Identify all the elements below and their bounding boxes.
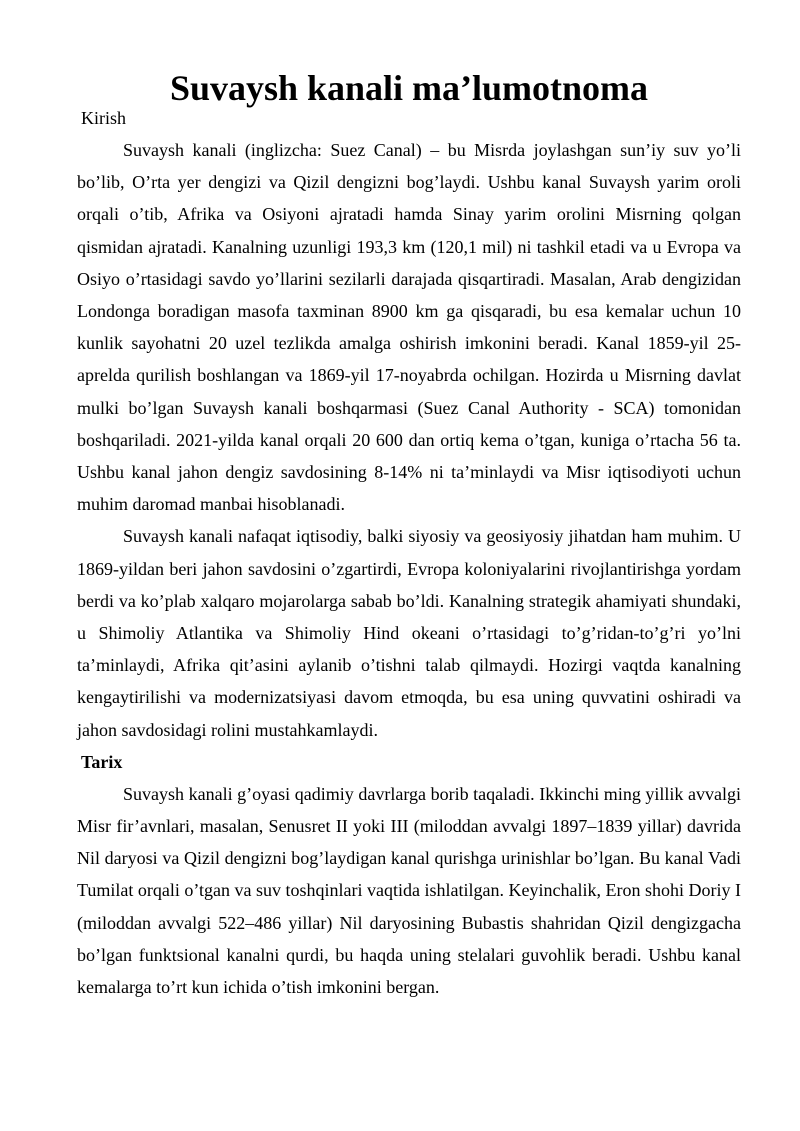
paragraph: Suvaysh kanali nafaqat iqtisodiy, balki siyosiy va geosiyosiy jihatdan ham muhim. U 1869-yildan beri jahon savdosini o’zgartirdi, Evropa koloniyalarini rivojlantirishga yordam berdi va ko’plab xalqaro mojarolarga sabab bo’ldi. Kanalning strategik ahamiyati shundaki, u Shimoliy Atlantika va Shimoliy Hind okeani o’rtasidagi to’g’ridan-to’g’ri yo’lni ta’minlaydi, Afrika qit’asini aylanib o’tishni talab qilmaydi. Hozirgi vaqtda kanalning kengaytirilishi va modernizatsiyasi davom etmoqda, bu esa uning quvvatini oshiradi va jahon savdosidagi rolini mustahkamlaydi. <box>77 526 741 740</box>
paragraph: Suvaysh kanali g’oyasi qadimiy davrlarga borib taqaladi. Ikkinchi ming yillik avvalgi Misr fir’avnlari, masalan, Senusret II yoki III (miloddan avvalgi 1897–1839 yillar) davrida Nil daryosi va Qizil dengizni bog’laydigan kanal qurishga urinishlar bo’lgan. Bu kanal Vadi Tumilat orqali o’tgan va suv toshqinlari vaqtida ishlatilgan. Keyinchalik, Eron shohi Doriy I (miloddan avvalgi 522–486 yillar) Nil daryosining Bubastis shahridan Qizil dengizgacha bo’lgan funktsional kanalni qurdi, bu haqda uning stelalari guvohlik beradi. Ushbu kanal kemalarga to’rt kun ichida o’tish imkonini bergan. <box>77 783 741 998</box>
document-body <box>77 68 741 1003</box>
section-heading-tarix: Tarix <box>81 751 123 772</box>
section-heading-kirish: Kirish <box>81 108 126 128</box>
paragraph: Suvaysh kanali (inglizcha: Suez Canal) – bu Misrda joylashgan sun’iy suv yo’li bo’lib, O’rta yer dengizi va Qizil dengizni bog’laydi. Ushbu kanal Suvaysh yarim oroli orqali o’tib, Afrika va Osiyoni ajratadi hamda Sinay yarim orolini Misrning qolgan qismidan ajratadi. Kanalning uzunligi 193,3 km (120,1 mil) ni tashkil etadi va u Evropa va Osiyo o’rtasidagi savdo yo’llarini sezilarli darajada qisqartiradi. Masalan, Arab dengizidan Londonga boradigan masofa taxminan 8900 km ga qisqaradi, bu esa kemalar uchun 10 kunlik sayohatni 20 uzel tezlikda amalga oshirish imkonini beradi. Kanal 1859-yil 25-aprelda qurilish boshlangan va 1869-yil 17-noyabrda ochilgan. Hozirda u Misrning davlat mulki bo’lgan Suvaysh kanali boshqarmasi (Suez Canal Authority - SCA) tomonidan boshqariladi. 2021-yilda kanal orqali 20 600 dan ortiq kema o’tgan, kuniga o’rtacha 56 ta. Ushbu kanal jahon dengiz savdosining 8-14% ni ta’minlaydi va Misr iqtisodiyoti uchun muhim daromad manbai hisoblanadi. <box>77 140 741 515</box>
document-title: Suvaysh kanali ma’lumotnoma <box>169 68 649 108</box>
